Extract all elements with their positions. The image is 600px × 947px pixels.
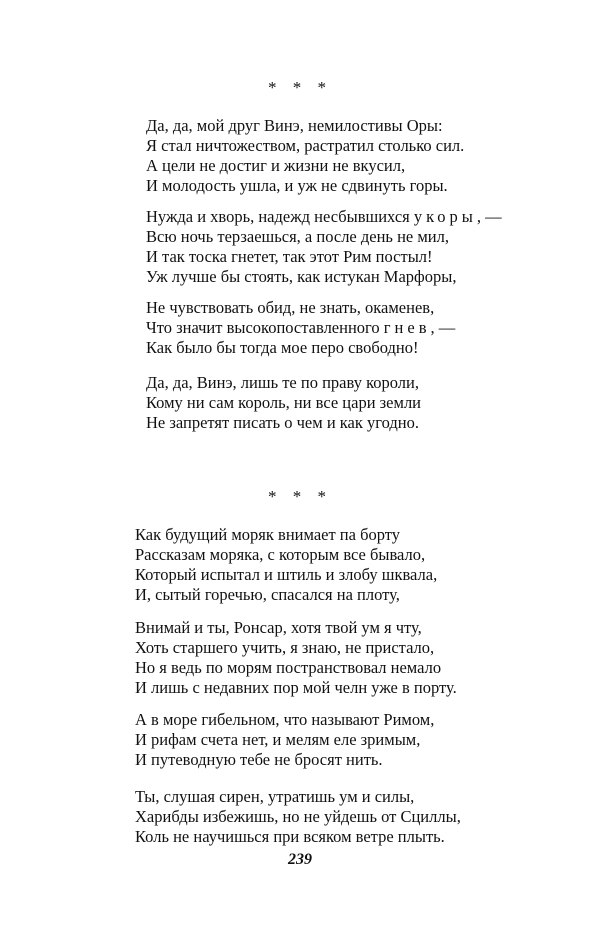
verse-line: Как было бы тогда мое перо свободно! [146, 338, 419, 357]
verse-punctuation: , — [476, 207, 502, 226]
emphasis-word: гнев [383, 318, 431, 337]
verse-line: И рифам счета нет, и мелям еле зримым, [135, 730, 421, 749]
verse-line: Уж лучше бы стоять, как истукан Марфоры, [146, 267, 457, 286]
verse-line: А цели не достиг и жизни не вкусил, [146, 156, 406, 175]
verse-line: Да, да, мой друг Винэ, немилостивы Оры: [146, 116, 443, 135]
poem-2-stanza-1 [135, 525, 437, 605]
verse-line [146, 318, 455, 338]
verse-line: Но я ведь по морям постранствовал немало [135, 658, 442, 677]
separator-1: * * * [268, 78, 332, 97]
verse-line: Кому ни сам король, ни все цари земли [146, 393, 422, 412]
emphasis-word: укоры [413, 207, 477, 226]
separator-2: * * * [268, 487, 332, 506]
verse-line: Хоть старшего учить, я знаю, не пристало, [135, 638, 435, 657]
verse-text: Нужда и хворь, надежд несбывшихся [146, 207, 414, 226]
verse-line: Харибды избежишь, но не уйдешь от Сциллы, [135, 807, 461, 826]
poem-1-stanza-1 [146, 116, 464, 196]
verse-line: Ты, слушая сирен, утратишь ум и силы, [135, 787, 415, 806]
verse-line: Да, да, Винэ, лишь те по праву короли, [146, 373, 419, 392]
verse-line: Внимай и ты, Ронсар, хотя твой ум я чту, [135, 618, 422, 637]
poem-1-stanza-2 [146, 207, 502, 287]
verse-line: Всю ночь терзаешься, а после день не мил, [146, 227, 449, 246]
verse-line: И лишь с недавних пор мой челн уже в порту. [135, 678, 457, 697]
verse-text: Что значит высокопоставленного [146, 318, 384, 337]
poem-1-stanza-4 [146, 373, 421, 433]
verse-line: А в море гибельном, что называют Римом, [135, 710, 435, 729]
verse-line: И молодость ушла, и уж не сдвинуть горы. [146, 176, 448, 195]
verse-line: Который испытал и штиль и злобу шквала, [135, 565, 438, 584]
verse-line: Не запретят писать о чем и как угодно. [146, 413, 419, 432]
verse-punctuation: , — [430, 318, 456, 337]
poem-2-stanza-2 [135, 618, 457, 698]
verse-line: И, сытый горечью, спасался на плоту, [135, 585, 400, 604]
verse-line: Как будущий моряк внимает па борту [135, 525, 400, 544]
page-number: 239 [288, 851, 312, 868]
verse-line: Не чувствовать обид, не знать, окаменев, [146, 298, 435, 317]
verse-line: И так тоска гнетет, так этот Рим постыл! [146, 247, 433, 266]
poem-2-stanza-4 [135, 787, 461, 847]
verse-line: Я стал ничтожеством, растратил столько сил. [146, 136, 465, 155]
poem-1-stanza-3 [146, 298, 455, 358]
verse-line [146, 207, 502, 227]
poem-2-stanza-3 [135, 710, 434, 770]
verse-line: Рассказам моряка, с которым все бывало, [135, 545, 426, 564]
verse-line: Коль не научишься при всяком ветре плыть. [135, 827, 445, 846]
verse-line: И путеводную тебе не бросят нить. [135, 750, 383, 769]
